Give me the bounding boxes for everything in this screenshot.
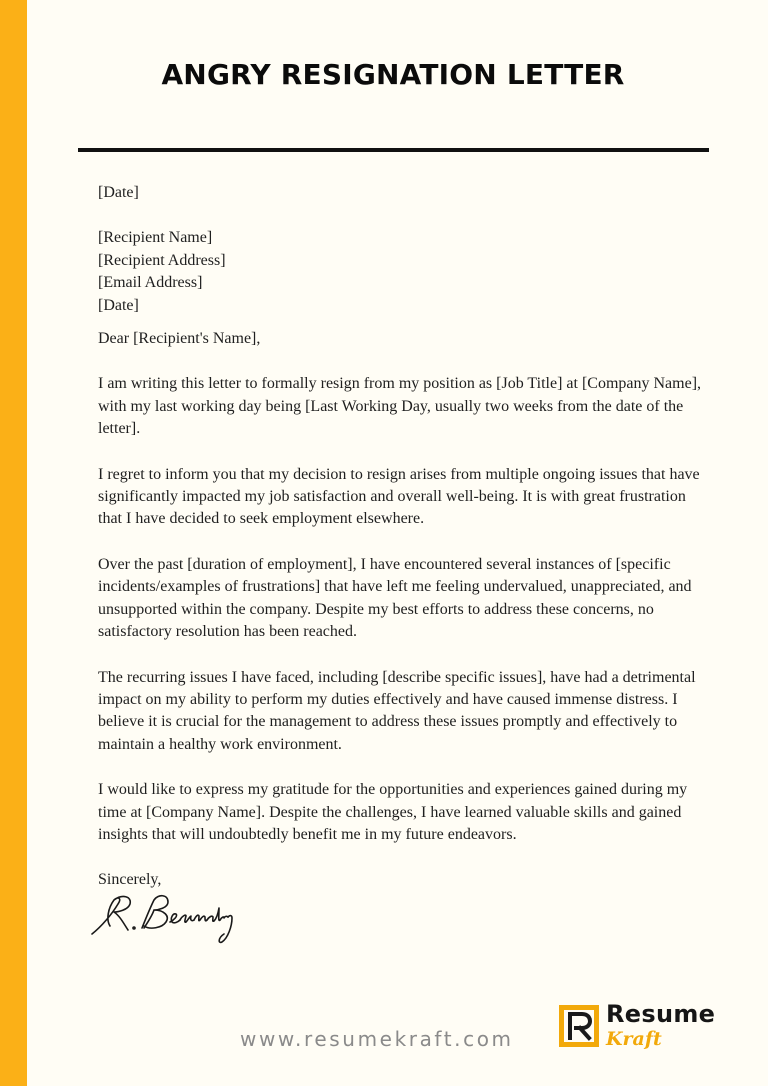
left-accent-bar	[0, 0, 27, 1086]
letter-date: [Date]	[98, 184, 139, 201]
letter-body	[98, 182, 708, 892]
resumekraft-logo	[558, 1000, 728, 1056]
recipient-email: [Email Address]	[98, 274, 203, 292]
paragraph-1: I am writing this letter to formally resign from my position as [Job Title] at [Company Name], with my last working day being [Last Working Day, usually two weeks from the date of the letter].	[98, 375, 702, 438]
paragraph-2: I regret to inform you that my decision to resign arises from multiple ongoing issues that have significantly impacted my job satisfaction and overall well-being. It is with great frustration that I have decided to seek employment elsewhere.	[98, 465, 700, 528]
page-title: ANGRY RESIGNATION LETTER	[161, 58, 625, 91]
paragraph-4: The recurring issues I have faced, including [describe specific issues], have had a detrimental impact on my ability to perform my duties effectively and have caused immense distress. I believe it is crucial for the management to address these issues promptly and effectively to maintain a healthy work environment.	[98, 668, 696, 753]
website-url[interactable]: www.resumekraft.com	[240, 1027, 514, 1051]
resumekraft-logo-icon	[558, 1004, 600, 1048]
logo-word-kraft: Kraft	[606, 1028, 662, 1050]
signature-icon	[88, 886, 238, 946]
paragraph-5: I would like to express my gratitude for the opportunities and experiences gained during my time at [Company Name]. Despite the challenges, I have learned valuable skills and gained insights that will undoubtedly benefit me in my future endeavors.	[98, 781, 688, 843]
logo-word-resume: Resume	[606, 1000, 716, 1028]
salutation: Dear [Recipient's Name],	[98, 330, 261, 348]
recipient-date: [Date]	[98, 296, 139, 314]
closing: Sincerely,	[98, 871, 162, 889]
paragraph-3: Over the past [duration of employment], I have encountered several instances of [specific incidents/examples of frustrations] that have left me feeling undervalued, unappreciated, and unsupported within the company. Despite my best efforts to address these concerns, no satisfactory resolution has been reached.	[98, 555, 692, 641]
recipient-block	[98, 227, 708, 317]
recipient-address: [Recipient Address]	[98, 251, 226, 269]
recipient-name: [Recipient Name]	[98, 229, 213, 247]
title-divider	[78, 148, 709, 152]
